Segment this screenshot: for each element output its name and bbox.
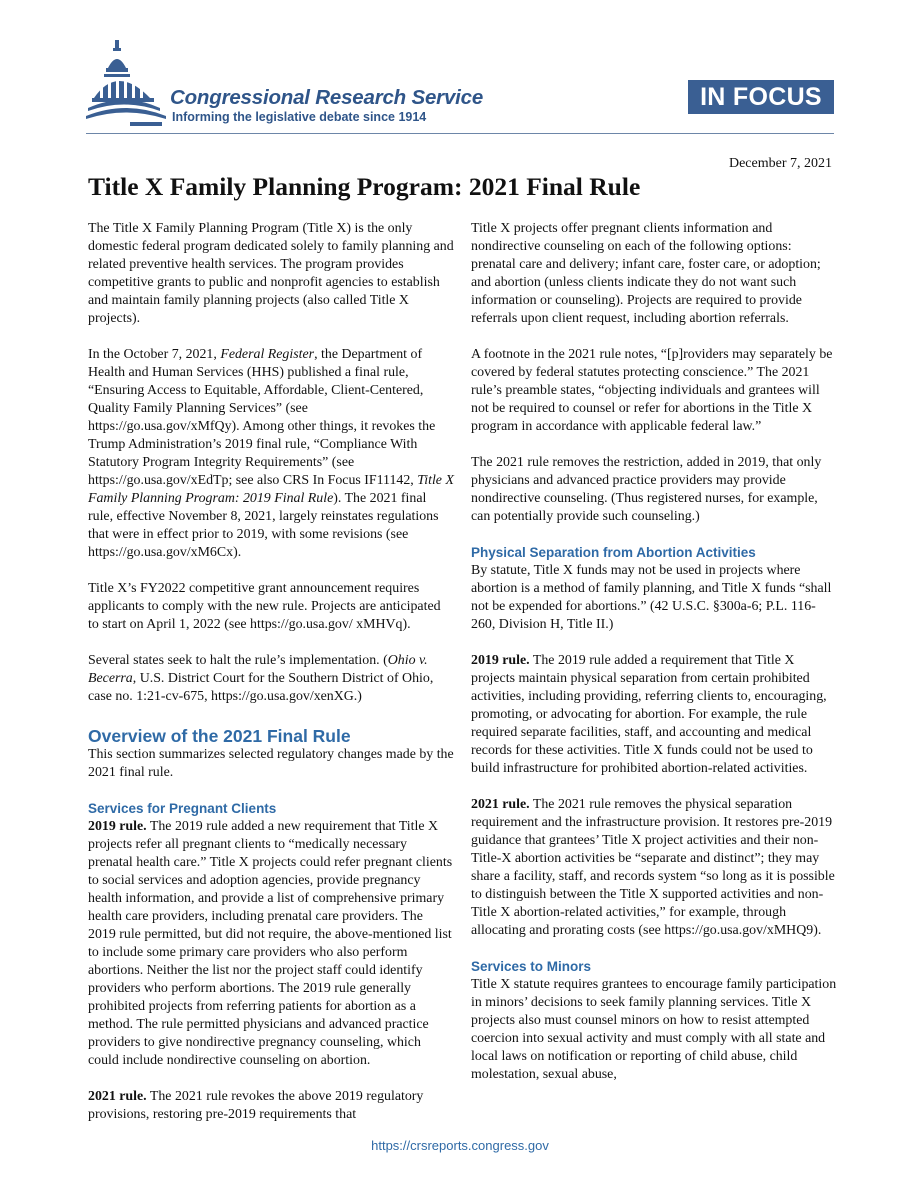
header-divider — [86, 133, 834, 134]
intro-paragraph: The Title X Family Planning Program (Title X) is the only domestic federal program dedicated solely to family planning and related preventive health services. The program provides competitive grants to public and nonprofit agencies to establish and maintain family planning projects (also called Title X projects). — [88, 221, 454, 326]
pregnant-clients-heading: Services for Pregnant Clients — [88, 801, 277, 816]
report-header — [0, 0, 920, 140]
footer-url-link[interactable]: https://crsreports.congress.gov — [371, 1138, 549, 1153]
case-citation: Ohio v. Becerra — [88, 653, 428, 686]
conscience-footnote-paragraph: A footnote in the 2021 rule notes, “[p]roviders may separately be covered by federal statutes protecting conscience.” The 2021 rule’s preamble states, “objecting individuals and grantees will not be required to counsel or refer for abortions in the Title X program in accordance with applicable federal law.” — [471, 347, 833, 434]
right-column — [471, 220, 837, 1084]
report-date: December 7, 2021 — [728, 156, 832, 171]
pregnant-clients-2021-paragraph: 2021 rule. The 2021 rule revokes the above 2019 regulatory provisions, restoring pre-2019 requirements that — [88, 1089, 424, 1122]
organization-tagline: Informing the legislative debate since 1914 — [172, 110, 427, 124]
federal-register-paragraph: In the October 7, 2021, Federal Register, the Department of Health and Human Services (HHS) published a final rule, “Ensuring Access to Equitable, Affordable, Client-Centered, Quality Family Planning Services” (see https://go.usa.gov/xMfQy). Among other things, it revokes the Trump Administration’s 2019 final rule, “Compliance With Statutory Program Integrity Requirements” (see https://go.usa.gov/xEdTp; see also CRS In Focus IF11142, Title X Family Planning Program: 2019 Final Rule). The 2021 final rule, effective November 8, 2021, largely reinstates regulations that were in effect prior to 2019, with some revisions (see https://go.usa.gov/xM6Cx). — [88, 347, 454, 560]
services-to-minors-heading: Services to Minors — [471, 959, 592, 974]
pregnant-clients-2019-paragraph: 2019 rule. The 2019 rule added a new requirement that Title X projects refer all pregnant clients to “medically necessary prenatal health care.” Title X projects could refer pregnant clients to social services and adoption agencies, provide pregnancy health information, and provide a list of comprehensive primary health care providers, including prenatal care providers. The 2019 rule permitted, but did not require, the above-mentioned list to include some primary care providers who also perform abortions. Neither the list nor the project staff could identify providers who perform abortions. The 2019 rule generally prohibited projects from referring patients for abortion as a method. The rule permitted physicians and advanced practice providers to give nondirective pregnancy counseling, which could include nondirective counseling on abortion. — [88, 819, 453, 1068]
litigation-paragraph: Several states seek to halt the rule’s implementation. (Ohio v. Becerra, U.S. District Court for the Southern District of Ohio, case no. 1:21-cv-675, https://go.usa.gov/xenXG.) — [88, 653, 434, 704]
separation-2019-paragraph: 2019 rule. The 2019 rule added a requirement that Title X projects maintain physical separation from certain prohibited activities, including providing, referring clients to, encouraging, promoting, or advocating for abortion. For example, the rule required separate facilities, staff, and accounting and medical records for these activities. Title X funds could not be used to build infrastructure for prohibited abortion-related activities. — [471, 653, 827, 776]
physical-separation-heading: Physical Separation from Abortion Activities — [471, 545, 756, 560]
overview-heading: Overview of the 2021 Final Rule — [88, 726, 351, 746]
left-column — [88, 220, 454, 1142]
federal-register-citation: Federal Register — [220, 347, 315, 362]
organization-name: Congressional Research Service — [170, 86, 484, 109]
in-focus-badge: IN FOCUS — [688, 80, 834, 114]
overview-paragraph: This section summarizes selected regulatory changes made by the 2021 final rule. — [88, 747, 454, 780]
capitol-dome-logo-icon — [84, 40, 176, 130]
in-focus-citation: Title X Family Planning Program: 2019 Final Rule — [88, 473, 454, 506]
minors-paragraph: Title X statute requires grantees to encourage family participation in minors’ decisions to seek family planning services. Title X projects also must counsel minors on how to resist attempted coercion into sexual activity and must comply with all state and local laws on notification or reporting of child abuse, child molestation, sexual abuse, — [471, 977, 837, 1082]
grant-announcement-paragraph: Title X’s FY2022 competitive grant announcement requires applicants to comply with the new rule. Projects are anticipated to start on April 1, 2022 (see https://go.usa.gov/ xMHVq). — [88, 581, 441, 632]
statute-paragraph: By statute, Title X funds may not be used in projects where abortion is a method of family planning, and Title X funds “shall not be expended for abortions.” (42 U.S.C. §300a-6; P.L. 116-260, Division H, Title II.) — [471, 563, 832, 632]
report-title: Title X Family Planning Program: 2021 Final Rule — [88, 172, 641, 201]
separation-2021-paragraph: 2021 rule. The 2021 rule removes the physical separation requirement and the infrastructure provision. It restores pre-2019 guidance that grantees’ Title X project activities and their non-Title-X abortion activities be “separate and distinct”; they may share a facility, staff, and records system “so long as it is possible to distinguish between the Title X supported activities and non-Title X abortion-related activities,” for example, through allocating and prorating costs (see https://go.usa.gov/xMHQ9). — [471, 797, 835, 938]
options-counseling-paragraph: Title X projects offer pregnant clients information and nondirective counseling on each of the following options: prenatal care and delivery; infant care, foster care, or adoption; and abortion (unless clients indicate they do not want such information or counseling). Projects are required to provide referrals upon client request, including abortion referrals. — [471, 221, 821, 326]
counseling-restriction-paragraph: The 2021 rule removes the restriction, added in 2019, that only physicians and advanced practice providers may provide nondirective counseling. (Thus registered nurses, for example, can potentially provide such counseling.) — [471, 455, 822, 524]
